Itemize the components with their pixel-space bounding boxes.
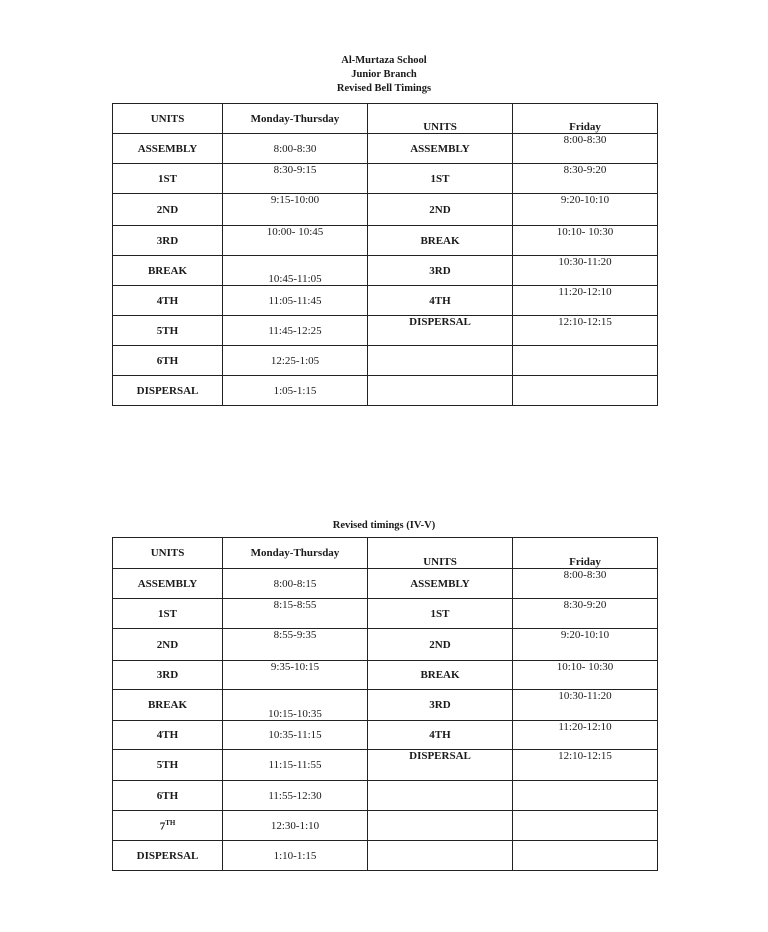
unit-cell: DISPERSAL xyxy=(113,841,223,871)
time-cell: 12:10-12:15 xyxy=(513,316,658,346)
time-cell: 9:20-10:10 xyxy=(513,629,658,661)
unit-cell xyxy=(113,811,223,841)
time-cell: 8:00-8:30 xyxy=(513,134,658,164)
time-cell: 10:10- 10:30 xyxy=(513,661,658,690)
seventh-number: 7 xyxy=(159,820,166,833)
table-row xyxy=(113,164,658,194)
school-name: Al-Murtaza School xyxy=(341,55,427,66)
time-cell: 11:55-12:30 xyxy=(223,781,368,811)
time-cell xyxy=(513,376,658,406)
table-row xyxy=(113,286,658,316)
time-cell: 9:35-10:15 xyxy=(223,661,368,690)
unit-cell: 6TH xyxy=(113,781,223,811)
table-row xyxy=(113,226,658,256)
unit-cell xyxy=(368,781,513,811)
unit-cell: 1ST xyxy=(368,599,513,629)
time-cell: 10:00- 10:45 xyxy=(223,226,368,256)
table-row xyxy=(113,750,658,781)
header-cell: UNITS xyxy=(368,104,513,134)
time-cell: 8:00-8:30 xyxy=(513,569,658,599)
time-cell: 12:30-1:10 xyxy=(223,811,368,841)
unit-cell: 6TH xyxy=(113,346,223,376)
bell-timings-table xyxy=(112,103,658,406)
unit-cell xyxy=(368,376,513,406)
header-cell: Friday xyxy=(513,104,658,134)
time-cell: 10:35-11:15 xyxy=(223,721,368,750)
unit-cell: 3RD xyxy=(368,690,513,721)
time-cell xyxy=(513,841,658,871)
seventh-suffix: TH xyxy=(165,818,176,827)
unit-cell: BREAK xyxy=(113,690,223,721)
table-row xyxy=(113,811,658,841)
unit-cell: BREAK xyxy=(113,256,223,286)
time-cell: 8:00-8:15 xyxy=(223,569,368,599)
section-title: Revised timings (IV-V) xyxy=(332,520,436,531)
unit-cell: 1ST xyxy=(113,599,223,629)
time-cell: 1:10-1:15 xyxy=(223,841,368,871)
time-cell: 10:15-10:35 xyxy=(223,690,368,721)
unit-cell: DISPERSAL xyxy=(368,750,513,781)
revised-timings-table xyxy=(112,537,658,871)
unit-cell: 5TH xyxy=(113,750,223,781)
time-cell: 10:45-11:05 xyxy=(223,256,368,286)
time-cell: 9:15-10:00 xyxy=(223,194,368,226)
time-cell: 8:30-9:20 xyxy=(513,599,658,629)
header-cell: Monday-Thursday xyxy=(223,104,368,134)
time-cell: 11:45-12:25 xyxy=(223,316,368,346)
time-cell: 10:30-11:20 xyxy=(513,256,658,286)
header-cell: UNITS xyxy=(113,538,223,569)
time-cell: 8:00-8:30 xyxy=(223,134,368,164)
table-row xyxy=(113,376,658,406)
unit-cell: ASSEMBLY xyxy=(368,569,513,599)
time-cell: 1:05-1:15 xyxy=(223,376,368,406)
unit-cell: 2ND xyxy=(368,194,513,226)
document-heading: Revised Bell Timings xyxy=(336,83,432,94)
table-row xyxy=(113,781,658,811)
unit-cell xyxy=(368,841,513,871)
time-cell: 11:15-11:55 xyxy=(223,750,368,781)
unit-cell: 1ST xyxy=(113,164,223,194)
header-cell: UNITS xyxy=(113,104,223,134)
table-row xyxy=(113,134,658,164)
time-cell: 11:20-12:10 xyxy=(513,286,658,316)
unit-cell: 5TH xyxy=(113,316,223,346)
time-cell: 10:10- 10:30 xyxy=(513,226,658,256)
unit-cell: ASSEMBLY xyxy=(368,134,513,164)
table-row xyxy=(113,690,658,721)
header-cell: UNITS xyxy=(368,538,513,569)
table-row xyxy=(113,629,658,661)
table-row xyxy=(113,194,658,226)
unit-cell: BREAK xyxy=(368,661,513,690)
time-cell xyxy=(513,781,658,811)
table-row xyxy=(113,721,658,750)
table-row xyxy=(113,841,658,871)
unit-cell: 4TH xyxy=(113,286,223,316)
unit-cell: 4TH xyxy=(113,721,223,750)
time-cell: 11:20-12:10 xyxy=(513,721,658,750)
unit-cell: 3RD xyxy=(368,256,513,286)
table-row xyxy=(113,569,658,599)
unit-cell: 3RD xyxy=(113,226,223,256)
table-header-row xyxy=(113,538,658,569)
unit-cell: 2ND xyxy=(368,629,513,661)
time-cell: 9:20-10:10 xyxy=(513,194,658,226)
header-cell: Monday-Thursday xyxy=(223,538,368,569)
time-cell: 11:05-11:45 xyxy=(223,286,368,316)
time-cell: 8:30-9:15 xyxy=(223,164,368,194)
time-cell: 12:25-1:05 xyxy=(223,346,368,376)
unit-cell: 1ST xyxy=(368,164,513,194)
time-cell: 8:15-8:55 xyxy=(223,599,368,629)
table-row xyxy=(113,316,658,346)
unit-cell xyxy=(368,346,513,376)
time-cell: 12:10-12:15 xyxy=(513,750,658,781)
time-cell xyxy=(513,346,658,376)
unit-cell: 4TH xyxy=(368,286,513,316)
header-cell: Friday xyxy=(513,538,658,569)
unit-cell xyxy=(368,811,513,841)
unit-cell: ASSEMBLY xyxy=(113,569,223,599)
branch-name: Junior Branch xyxy=(351,69,417,80)
unit-cell: 2ND xyxy=(113,194,223,226)
unit-cell: 3RD xyxy=(113,661,223,690)
time-cell: 10:30-11:20 xyxy=(513,690,658,721)
time-cell: 8:30-9:20 xyxy=(513,164,658,194)
unit-cell: 2ND xyxy=(113,629,223,661)
unit-cell: DISPERSAL xyxy=(368,316,513,346)
unit-cell: DISPERSAL xyxy=(113,376,223,406)
table-row xyxy=(113,346,658,376)
unit-cell: ASSEMBLY xyxy=(113,134,223,164)
time-cell xyxy=(513,811,658,841)
table-row xyxy=(113,599,658,629)
table-header-row xyxy=(113,104,658,134)
time-cell: 8:55-9:35 xyxy=(223,629,368,661)
unit-cell: BREAK xyxy=(368,226,513,256)
table-row xyxy=(113,661,658,690)
unit-cell: 4TH xyxy=(368,721,513,750)
table-row xyxy=(113,256,658,286)
